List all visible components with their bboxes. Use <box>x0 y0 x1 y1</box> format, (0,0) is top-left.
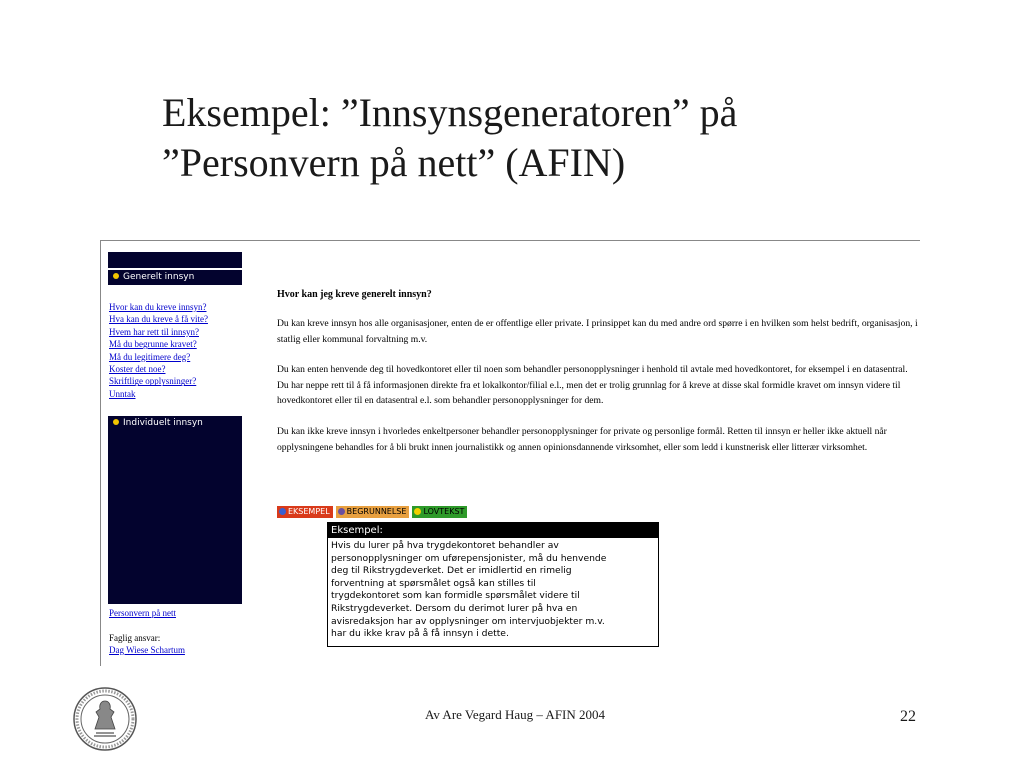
screenshot-top-border <box>100 240 920 241</box>
yellow-dot-icon <box>113 419 119 425</box>
site-home-link[interactable]: Personvern på nett <box>109 608 176 618</box>
example-text <box>328 538 658 643</box>
nav-link-skriftlige-opplysninger[interactable]: Skriftlige opplysninger? <box>109 376 197 387</box>
example-line: har du ikke krav på å få innsyn i dette. <box>331 628 509 640</box>
info-tabs <box>277 506 470 518</box>
example-box <box>327 522 659 647</box>
slide-footer: Av Are Vegard Haug – AFIN 2004 <box>424 707 606 722</box>
example-line: deg til Rikstrygdeverket. Det er imidlertid en rimelig <box>331 565 572 577</box>
example-line: personopplysninger om uførepensjonister, må du henvende <box>331 552 607 564</box>
responsible-label: Faglig ansvar: <box>109 633 161 643</box>
nav-link-hvem-har-rett[interactable]: Hvem har rett til innsyn? <box>109 326 199 337</box>
nav-link-hvor-kan-du-kreve-innsyn[interactable]: Hvor kan du kreve innsyn? <box>109 302 207 312</box>
sidebar-top-bar <box>108 252 242 268</box>
example-line: avisredaksjon har av opplysninger om intervjuobjekter m.v. <box>331 615 605 627</box>
nav-section-individuelt-innsyn[interactable]: Individuelt innsyn <box>108 416 242 431</box>
content-heading: Hvor kan jeg kreve generelt innsyn? <box>277 289 432 300</box>
main-content <box>277 288 919 470</box>
content-paragraph-1: Du kan kreve innsyn hos alle organisasjoner, enten de er offentlige eller private. I prinsippet kan du med andre ord spørre i en hvilken som helst bedrift, organisasjon, i statlig eller kommunal forvaltning m.v. <box>277 318 918 345</box>
tab-begrunnelse[interactable]: BEGRUNNELSE <box>336 506 410 518</box>
nav-link-legitimere-deg[interactable]: Må du legitimere deg? <box>109 351 191 362</box>
slide-title-line-2: ”Personvern på nett” (AFIN) <box>162 140 626 185</box>
example-line: Hvis du lurer på hva trygdekontoret behandler av <box>331 540 559 551</box>
nav-link-unntak[interactable]: Unntak <box>109 388 136 399</box>
tab-lovtekst[interactable]: LOVTEKST <box>412 506 467 518</box>
nav-links <box>109 301 249 400</box>
nav-link-begrunne-kravet[interactable]: Må du begrunne kravet? <box>109 339 197 350</box>
nav-section-generelt-innsyn[interactable]: Generelt innsyn <box>108 270 242 285</box>
purple-dot-icon <box>338 508 345 515</box>
embedded-webpage-screenshot <box>100 240 920 666</box>
page-number: 22 <box>900 708 916 725</box>
university-seal-icon <box>72 686 138 752</box>
content-paragraph-3: Du kan ikke kreve innsyn i hvorledes enkeltpersoner behandler personopplysninger for private og personlige formål. Retten til innsyn er heller ikke aktuell når opplysningene behandles for å bli brukt innen journalistikk og annen opinionsdannende virksomhet, eller som ledd i kunstnerisk eller litterær virksomhet. <box>277 425 887 453</box>
content-paragraph-2: Du kan enten henvende deg til hovedkontoret eller til noen som behandler personopplysninger i henhold til avtale med hovedkontoret, for eksempel i en datasentral. Du har neppe rett til å få informasjonen direkte fra et lokalkontor/filial e.l., men det er trolig grunnlag for å kreve at disse skal formidle kravet om innsyn videre til hovedkontoret eller til en datasentral e.l. som behandler personopplysninger for dem. <box>277 364 908 407</box>
example-line: Rikstrygdeverket. Dersom du derimot lurer på hva en <box>331 602 578 614</box>
yellow-dot-icon <box>414 508 421 515</box>
blue-dot-icon <box>279 508 286 515</box>
slide-title-line-1: Eksempel: ”Innsynsgeneratoren” på <box>162 90 738 135</box>
nav-link-hva-kan-du-kreve[interactable]: Hva kan du kreve å få vite? <box>109 314 208 325</box>
yellow-dot-icon <box>113 273 119 279</box>
slide-title <box>162 88 922 188</box>
nav-link-koster-det-noe[interactable]: Koster det noe? <box>109 364 166 375</box>
example-line: trygdekontoret som kan formidle spørsmålet videre til <box>331 590 580 602</box>
example-line: forventning at spørsmålet også kan stilles til <box>331 577 536 589</box>
tab-eksempel[interactable]: EKSEMPEL <box>277 506 333 518</box>
screenshot-left-border <box>100 240 101 666</box>
responsible-author-link[interactable]: Dag Wiese Schartum <box>109 645 185 655</box>
example-title: Eksempel: <box>328 523 658 538</box>
